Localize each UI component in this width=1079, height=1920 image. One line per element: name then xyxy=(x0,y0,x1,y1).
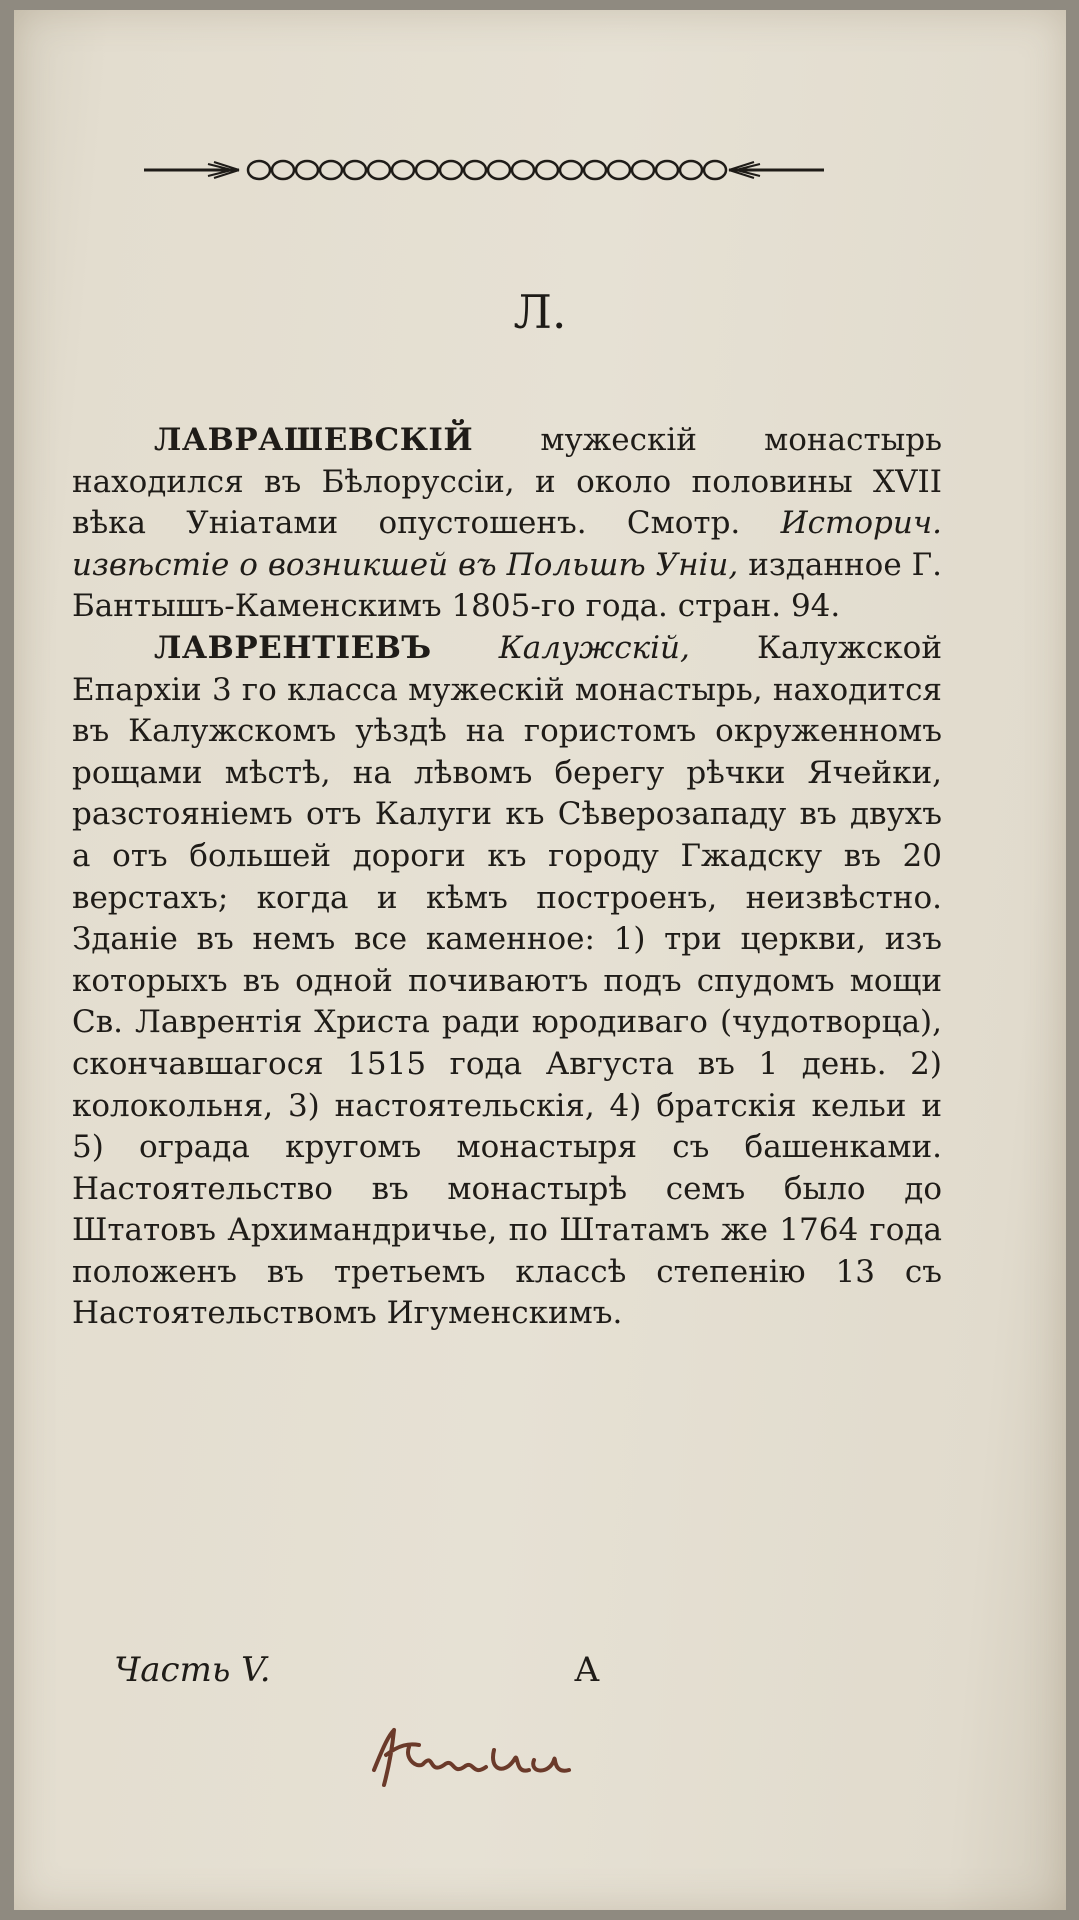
entry-headword-italic: Калужскій, xyxy=(431,629,690,666)
entry-text: мужескій монастырь находился въ Бѣлоруссіи, и около половины XVII вѣка Уніатами опустошенъ. Смотр. xyxy=(72,422,942,542)
entry-lavrashevsky xyxy=(72,420,942,628)
entry-headword: ЛАВРЕНТІЕВЪ xyxy=(154,629,432,666)
ornamental-divider xyxy=(144,150,824,190)
signature-mark: Часть V. xyxy=(114,1650,271,1690)
entry-text: Калужской Епархіи 3 го класса мужескій монастырь, находится въ Калужскомъ уѣздѣ на гористомъ окруженномъ рощами мѣстѣ, на лѣвомъ берегу рѣчки Ячейки, разстояніемъ отъ Калуги къ Сѣверозападу въ двухъ а отъ большей дороги къ городу Гжадску въ 20 верстахъ; когда и кѣмъ построенъ, неизвѣстно. Зданіе въ немъ все каменное: 1) три церкви, изъ которыхъ въ одной почиваютъ подъ спудомъ мощи Св. Лаврентія Христа ради юродиваго (чудотворца), скончавшагося 1515 года Августа въ 1 день. 2) колокольня, 3) настоятельскія, 4) братскія кельи и 5) ограда кругомъ монастыря съ башенками. Настоятельство въ монастырѣ семъ было до Штатовъ Архимандричье, по Штатамъ же 1764 года положенъ въ третьемъ классѣ степенію 13 съ Настоятельствомъ Игуменскимъ. xyxy=(72,629,942,1332)
gathering-mark: А xyxy=(574,1650,600,1690)
section-letter: Л. xyxy=(513,285,567,339)
entry-headword: ЛАВРАШЕВСКІЙ xyxy=(154,422,474,458)
entry-reference: Историч. извѣстіе о возникшей въ Польшѣ Уніи, xyxy=(72,505,942,583)
dictionary-body xyxy=(72,420,942,1335)
entry-lavrentiev xyxy=(72,628,942,1335)
book-page xyxy=(14,10,1066,1910)
page-footer xyxy=(14,1650,1066,1700)
entry-text-continued: изданное Г. Бантышъ-Каменскимъ 1805-го года. стран. 94. xyxy=(72,546,943,625)
handwritten-note xyxy=(364,1715,594,1795)
